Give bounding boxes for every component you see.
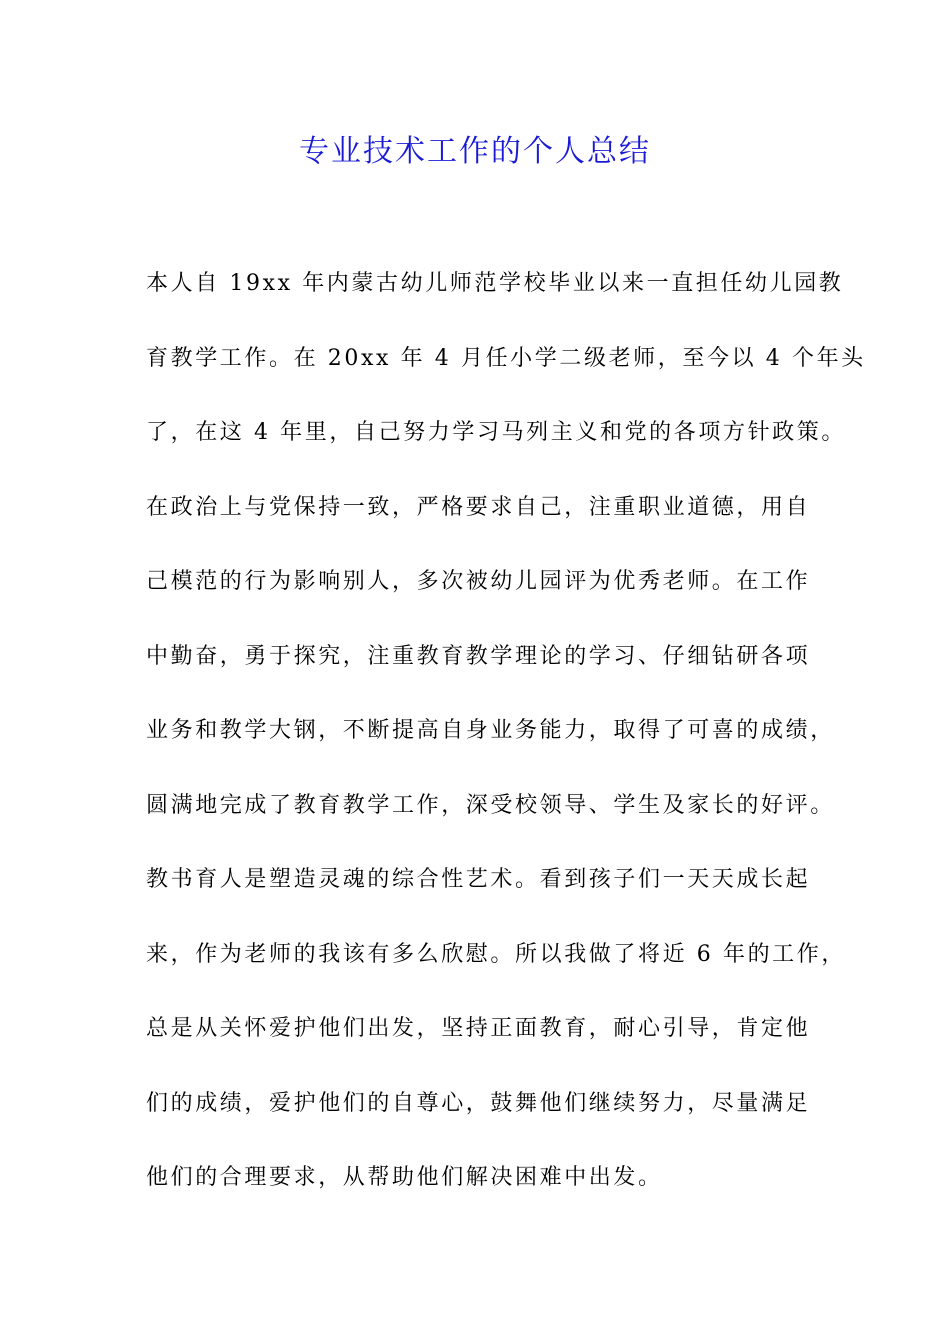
body-line: 教书育人是塑造灵魂的综合性艺术。看到孩子们一天天成长起 <box>146 867 811 892</box>
body-line: 本人自 19xx 年内蒙古幼儿师范学校毕业以来一直担任幼儿园教 <box>146 271 844 296</box>
document-title: 专业技术工作的个人总结 <box>299 134 651 169</box>
body-line: 业务和教学大钢，不断提高自身业务能力，取得了可喜的成绩， <box>146 718 835 743</box>
body-line: 在政治上与党保持一致，严格要求自己，注重职业道德，用自 <box>146 494 811 520</box>
body-line: 圆满地完成了教育教学工作，深受校领导、学生及家长的好评。 <box>146 792 835 818</box>
body-line: 己模范的行为影响别人，多次被幼儿园评为优秀老师。在工作 <box>146 569 811 594</box>
body-line: 他们的合理要求，从帮助他们解决困难中出发。 <box>146 1165 663 1190</box>
body-line: 们的成绩，爱护他们的自尊心，鼓舞他们继续努力，尽量满足 <box>146 1090 811 1116</box>
body-line: 总是从关怀爱护他们出发，坚持正面教育，耐心引导，肯定他 <box>146 1016 811 1041</box>
body-line: 育教学工作。在 20xx 年 4 月任小学二级老师，至今以 4 个年头 <box>146 345 866 371</box>
body-line: 来，作为老师的我该有多么欣慰。所以我做了将近 6 年的工作， <box>146 941 846 967</box>
body-line: 了，在这 4 年里，自己努力学习马列主义和党的各项方针政策。 <box>146 420 846 445</box>
document-body <box>146 261 866 1230</box>
body-line: 中勤奋，勇于探究，注重教育教学理论的学习、仔细钻研各项 <box>146 643 811 669</box>
